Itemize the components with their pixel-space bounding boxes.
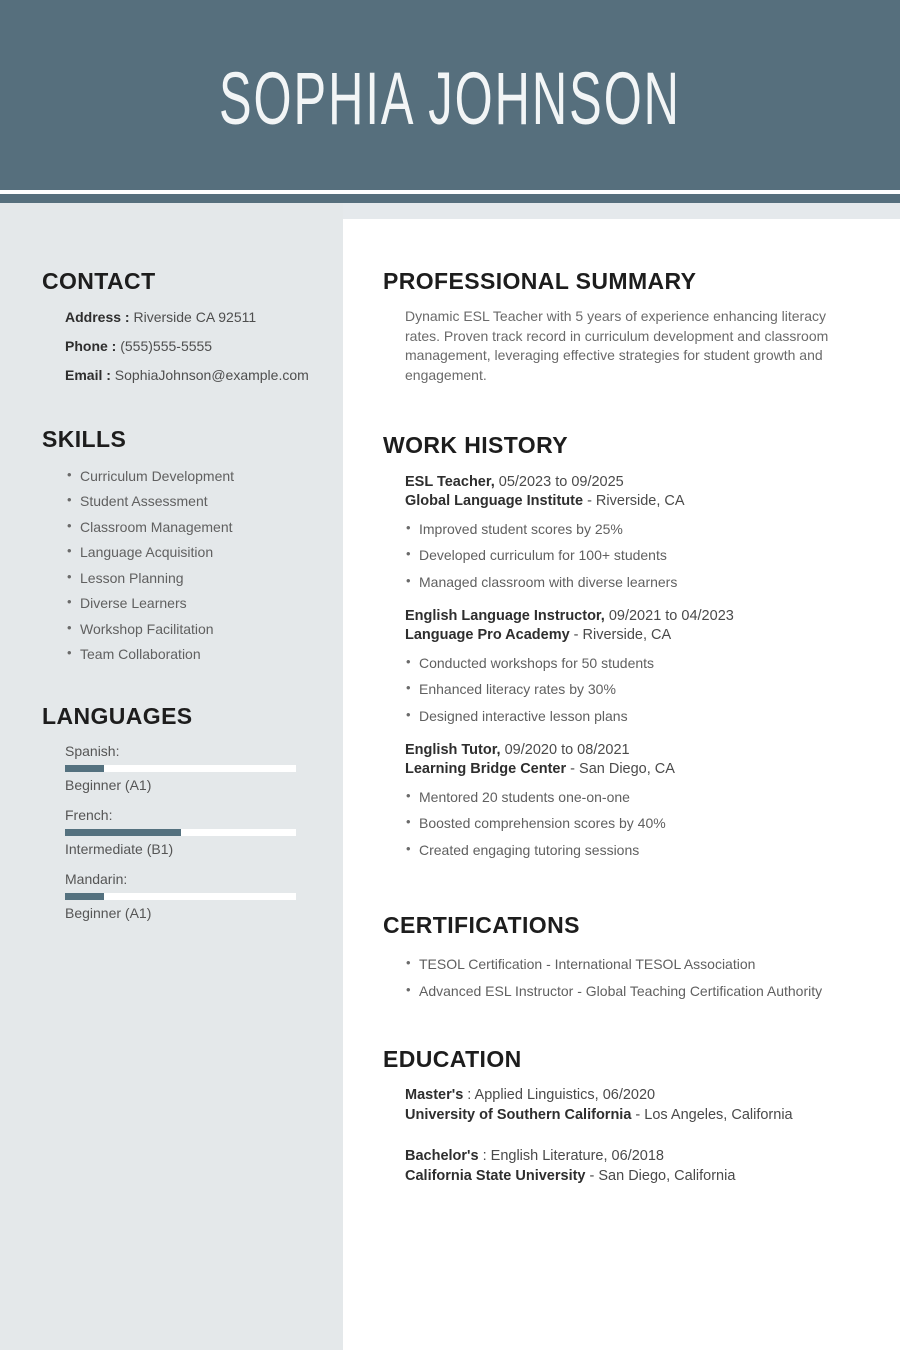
skill-item: • Student Assessment xyxy=(67,494,315,508)
degree-school: California State University xyxy=(405,1167,586,1184)
contact-phone-label: Phone : xyxy=(65,338,117,355)
language-level: Intermediate (B1) xyxy=(65,840,174,857)
job-location: - Riverside, CA xyxy=(583,493,685,510)
language-row-spanish xyxy=(65,744,315,793)
job-bullet: • Developed curriculum for 100+ students xyxy=(406,548,860,562)
certifications-section xyxy=(383,912,860,998)
summary-text: Dynamic ESL Teacher with 5 years of experience enhancing literacy rates. Proven track record in curriculum development and classroom management, leveraging effective strategies for student growth and engagement. xyxy=(405,308,829,383)
language-name: Spanish: xyxy=(65,742,120,759)
job-bullet: • Created engaging tutoring sessions xyxy=(406,843,860,857)
skills-heading: SKILLS xyxy=(42,426,127,453)
language-row-mandarin xyxy=(65,872,315,921)
job-company: Global Language Institute xyxy=(405,493,584,510)
language-bar-fill xyxy=(65,893,104,900)
contact-phone-value: (555)555-5555 xyxy=(120,338,213,355)
certifications-heading: CERTIFICATIONS xyxy=(383,911,580,938)
degree-detail: : English Literature, 06/2018 xyxy=(478,1148,664,1165)
job-bullet: • Enhanced literacy rates by 30% xyxy=(406,682,860,696)
job-dates: 09/2020 to 08/2021 xyxy=(500,741,630,758)
job-bullet: • Conducted workshops for 50 students xyxy=(406,656,860,670)
job-title-line xyxy=(405,607,860,627)
skill-item: • Workshop Facilitation xyxy=(67,622,315,636)
job-company-line xyxy=(405,626,860,646)
job-role: English Tutor, xyxy=(405,741,501,758)
job-entry xyxy=(405,607,860,723)
job-company-line xyxy=(405,492,860,512)
education-heading: EDUCATION xyxy=(383,1045,522,1072)
job-role: English Language Instructor, xyxy=(405,607,605,624)
header-divider-slate xyxy=(0,194,900,203)
language-level: Beginner (A1) xyxy=(65,904,152,921)
contact-section xyxy=(42,268,315,382)
education-section xyxy=(383,1046,860,1186)
contact-address-value: Riverside CA 92511 xyxy=(133,309,257,326)
degree-detail: : Applied Linguistics, 06/2020 xyxy=(463,1087,656,1104)
language-bar-track xyxy=(65,765,296,772)
job-dates: 09/2021 to 04/2023 xyxy=(604,607,734,624)
degree-school-line xyxy=(405,1167,860,1187)
language-row-french xyxy=(65,808,315,857)
contact-email-label: Email : xyxy=(65,367,111,384)
language-bar-track xyxy=(65,893,296,900)
contact-address xyxy=(65,310,315,324)
job-bullet: • Boosted comprehension scores by 40% xyxy=(406,816,860,830)
job-bullets xyxy=(406,656,860,723)
certification-item: • TESOL Certification - International TESOL Association xyxy=(406,957,860,971)
degree-school-line xyxy=(405,1106,860,1126)
degree-title-line xyxy=(405,1086,860,1106)
skill-item: • Lesson Planning xyxy=(67,571,315,585)
language-rows xyxy=(65,744,315,921)
degree-location: - Los Angeles, California xyxy=(631,1106,793,1123)
job-company: Language Pro Academy xyxy=(405,627,570,644)
job-location: - Riverside, CA xyxy=(569,627,672,644)
contact-heading: CONTACT xyxy=(42,268,156,294)
degree-title-line xyxy=(405,1147,860,1167)
job-bullet: • Designed interactive lesson plans xyxy=(406,709,860,723)
job-entry xyxy=(405,473,860,589)
degree-entry xyxy=(405,1147,860,1186)
work-history-section xyxy=(383,432,860,856)
language-level: Beginner (A1) xyxy=(65,776,152,793)
job-location: - San Diego, CA xyxy=(566,761,675,778)
skill-item: • Curriculum Development xyxy=(67,469,315,483)
job-bullets xyxy=(406,522,860,589)
languages-section xyxy=(42,703,315,920)
degree-name: Bachelor's xyxy=(405,1148,479,1165)
skills-section xyxy=(42,426,315,661)
job-bullet: • Managed classroom with diverse learners xyxy=(406,575,860,589)
job-title-line xyxy=(405,473,860,493)
skill-item: • Classroom Management xyxy=(67,520,315,534)
skill-item: • Team Collaboration xyxy=(67,647,315,661)
degree-name: Master's xyxy=(405,1087,464,1104)
header-banner xyxy=(0,0,900,190)
contact-email-value: SophiaJohnson@example.com xyxy=(114,367,309,384)
contact-address-label: Address : xyxy=(65,309,130,326)
contact-email xyxy=(65,368,315,382)
summary-heading: PROFESSIONAL SUMMARY xyxy=(383,268,697,294)
language-bar-fill xyxy=(65,765,104,772)
contact-rows xyxy=(65,310,315,382)
contact-phone xyxy=(65,339,315,353)
languages-heading: LANGUAGES xyxy=(42,703,193,730)
main-column xyxy=(343,219,900,1350)
sidebar xyxy=(0,203,343,1350)
language-name: French: xyxy=(65,806,113,823)
skill-item: • Diverse Learners xyxy=(67,596,315,610)
summary-section xyxy=(383,268,860,385)
job-bullet: • Mentored 20 students one-on-one xyxy=(406,790,860,804)
language-bar-fill xyxy=(65,829,181,836)
skills-list xyxy=(67,469,315,662)
degree-school: University of Southern California xyxy=(405,1106,632,1123)
job-role: ESL Teacher, xyxy=(405,473,495,490)
job-title-line xyxy=(405,741,860,761)
skill-item: • Language Acquisition xyxy=(67,545,315,559)
degree-location: - San Diego, California xyxy=(585,1167,736,1184)
person-name: SOPHIA JOHNSON xyxy=(219,56,681,140)
job-bullets xyxy=(406,790,860,857)
degree-entry xyxy=(405,1086,860,1125)
language-name: Mandarin: xyxy=(65,870,128,887)
job-dates: 05/2023 to 09/2025 xyxy=(494,473,624,490)
work-history-heading: WORK HISTORY xyxy=(383,432,568,459)
job-company-line xyxy=(405,760,860,780)
job-entry xyxy=(405,741,860,857)
certification-item: • Advanced ESL Instructor - Global Teaching Certification Authority xyxy=(406,984,860,998)
certifications-list xyxy=(406,957,860,998)
language-bar-track xyxy=(65,829,296,836)
job-bullet: • Improved student scores by 25% xyxy=(406,522,860,536)
job-company: Learning Bridge Center xyxy=(405,761,567,778)
